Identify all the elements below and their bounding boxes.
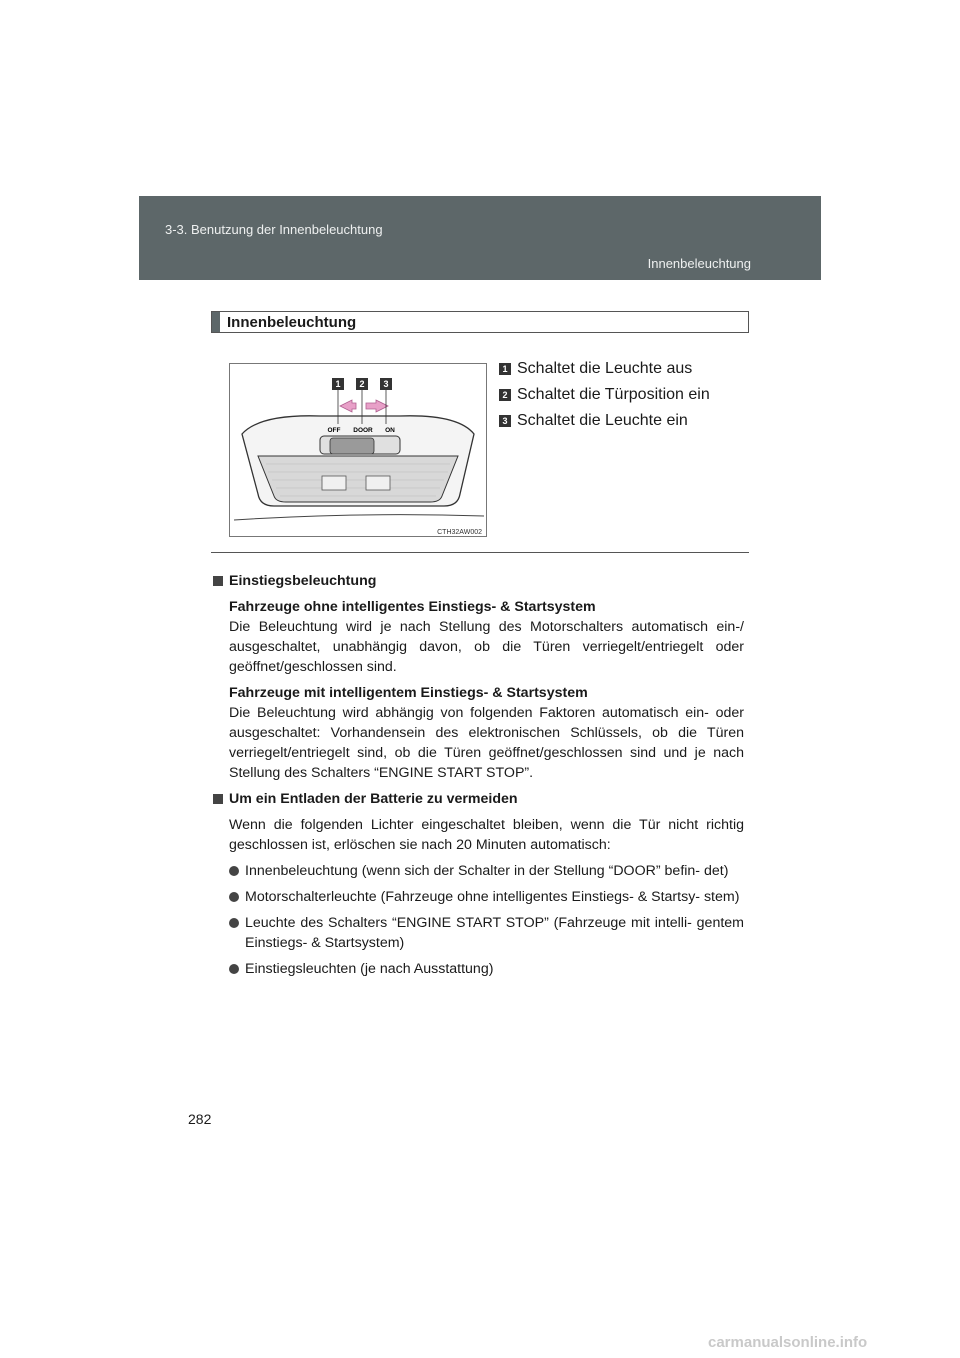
figure-code: CTH32AW002 <box>437 529 482 536</box>
heading-batterie: Um ein Entladen der Batterie zu vermeiden <box>212 789 744 809</box>
interior-light-figure <box>229 363 487 537</box>
body-text <box>212 571 744 979</box>
legend-text: Schaltet die Leuchte ein <box>517 412 688 429</box>
legend-item <box>499 410 710 436</box>
circle-bullet-icon <box>229 964 239 974</box>
square-bullet-icon <box>213 794 223 804</box>
circle-bullet-icon <box>229 892 239 902</box>
paragraph: Die Beleuchtung wird abhängig von folgenden Faktoren automatisch ein- oder ausgeschaltet: Vorhandensein des elektronischen Schlüssels, ob die Türen verriegelt/entriegelt sind, ob die Türen geöffnet/geschlossen sind und je nach Stellung des Schalters “ENGINE START STOP”. <box>229 705 744 781</box>
list-item: Einstiegsleuchten (je nach Ausstattung) <box>212 959 744 979</box>
marker-1-label: 1 <box>335 379 341 389</box>
label-on: ON <box>385 427 395 434</box>
header-subtitle: Innenbeleuchtung <box>647 256 751 271</box>
circle-bullet-icon <box>229 866 239 876</box>
figure-legend <box>499 358 710 436</box>
arrow-left-icon <box>340 400 356 412</box>
marker-3-label: 3 <box>383 379 389 389</box>
list-item: Innenbeleuchtung (wenn sich der Schalter in der Stellung “DOOR” befin- det) <box>212 861 744 881</box>
heading-einstieg: Einstiegsbeleuchtung <box>212 571 744 591</box>
sub-heading: Fahrzeuge mit intelligentem Einstiegs- & Startsystem <box>229 685 588 701</box>
arrow-right-icon <box>366 400 388 412</box>
legend-num: 3 <box>499 415 511 427</box>
paragraph: Wenn die folgenden Lichter eingeschaltet bleiben, wenn die Tür nicht richtig geschlossen ist, erlöschen sie nach 20 Minuten automatisch: <box>229 817 744 853</box>
watermark: carmanualsonline.info <box>708 1334 868 1351</box>
marker-2-label: 2 <box>359 379 365 389</box>
section-title-box <box>211 311 749 333</box>
page-header <box>139 196 821 280</box>
square-bullet-icon <box>213 576 223 586</box>
legend-item <box>499 384 710 410</box>
section-title-bar <box>212 312 220 332</box>
sub-heading: Fahrzeuge ohne intelligentes Einstiegs- & Startsystem <box>229 599 596 615</box>
label-off: OFF <box>327 427 341 434</box>
divider <box>211 552 749 553</box>
header-section: 3-3. Benutzung der Innenbeleuchtung <box>165 222 383 237</box>
section-title: Innenbeleuchtung <box>227 314 357 331</box>
list-item: Leuchte des Schalters “ENGINE START STOP” (Fahrzeuge mit intelli- gentem Einstiegs- & Startsystem) <box>212 913 744 953</box>
legend-num: 2 <box>499 389 511 401</box>
legend-text: Schaltet die Türposition ein <box>517 386 710 403</box>
legend-item <box>499 358 710 384</box>
legend-num: 1 <box>499 363 511 375</box>
paragraph: Die Beleuchtung wird je nach Stellung des Motorschalters automatisch ein-/ ausgeschaltet, unabhängig davon, ob die Türen verriegelt/entriegelt oder geöffnet/geschlossen sind. <box>229 619 744 675</box>
circle-bullet-icon <box>229 918 239 928</box>
list-item: Motorschalterleuchte (Fahrzeuge ohne intelligentes Einstiegs- & Startsy- stem) <box>212 887 744 907</box>
label-door: DOOR <box>353 427 373 434</box>
page-number: 282 <box>188 1111 212 1127</box>
legend-text: Schaltet die Leuchte aus <box>517 360 693 377</box>
interior-light-illustration <box>230 364 486 536</box>
